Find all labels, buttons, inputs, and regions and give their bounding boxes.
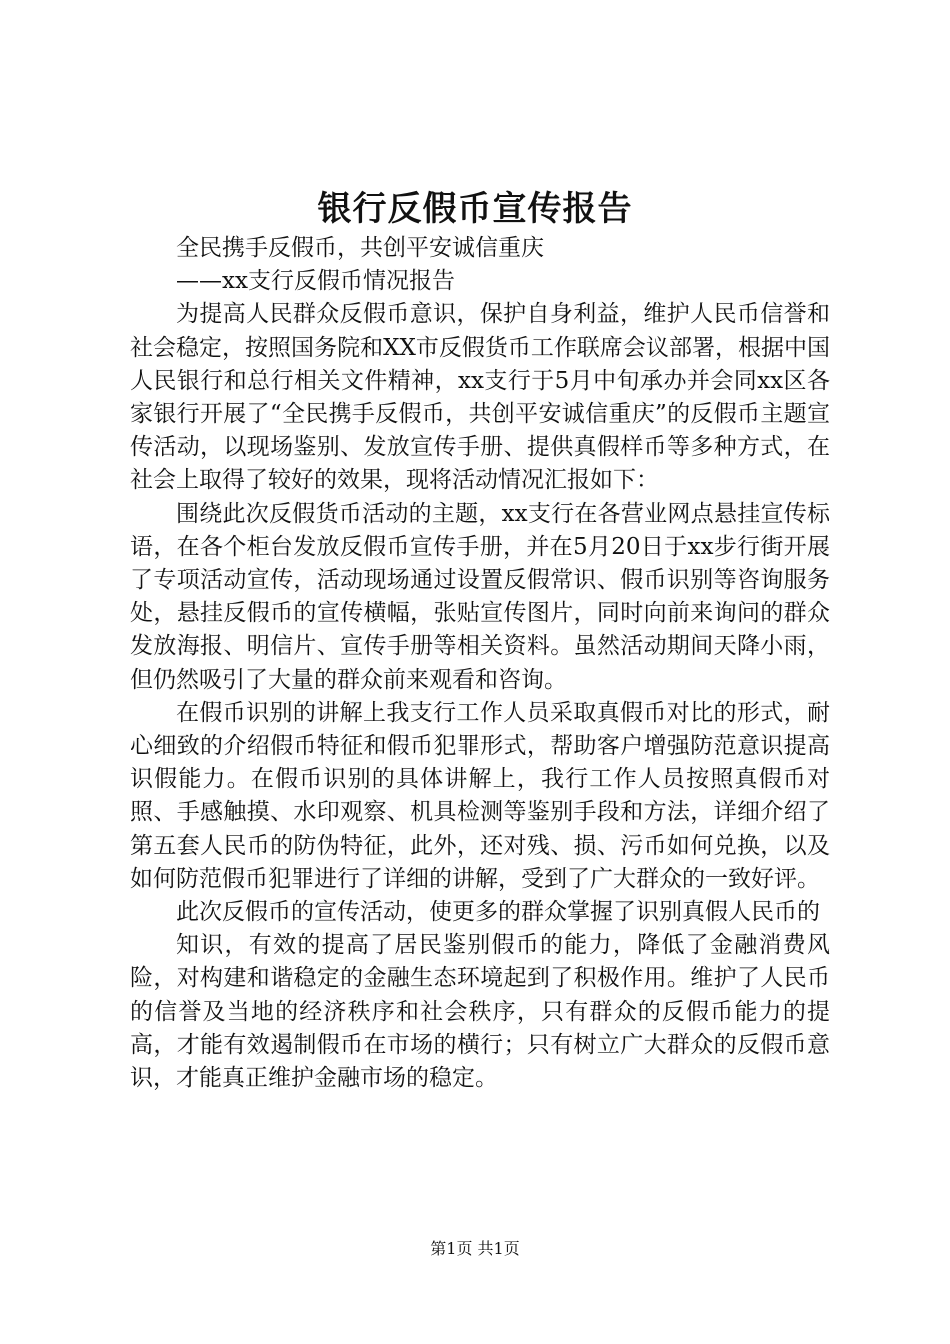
document-title: 银行反假币宣传报告 [317, 189, 633, 229]
paragraph-1: 为提高人民群众反假币意识，保护自身利益，维护人民币信誉和社会稳定，按照国务院和XX市反假货币工作联席会议部署，根据中国人民银行和总行相关文件精神，xx支行于5月中旬承办并会同xx区各家银行开展了“全民携手反假币，共创平安诚信重庆”的反假币主题宣传活动，以现场鉴别、发放宣传手册、提供真假样币等多种方式，在社会上取得了较好的效果，现将活动情况汇报如下： [130, 301, 830, 494]
paragraph-2: 围绕此次反假货币活动的主题，xx支行在各营业网点悬挂宣传标语，在各个柜台发放反假币宣传手册，并在5月20日于xx步行街开展了专项活动宣传，活动现场通过设置反假常识、假币识别等咨询服务处，悬挂反假币的宣传横幅，张贴宣传图片，同时向前来询问的群众发放海报、明信片、宣传手册等相关资料。虽然活动期间天降小雨，但仍然吸引了大量的群众前来观看和咨询。 [130, 500, 830, 693]
paragraph-5: 知识，有效的提高了居民鉴别假币的能力，降低了金融消费风险，对构建和谐稳定的金融生态环境起到了积极作用。维护了人民币的信誉及当地的经济秩序和社会秩序，只有群众的反假币能力的提高，才能有效遏制假币在市场的横行；只有树立广大群众的反假币意识，才能真正维护金融市场的稳定。 [130, 932, 830, 1092]
document-body [130, 232, 830, 1095]
page-number-footer: 第1页 共1页 [430, 1239, 520, 1258]
paragraph-4: 此次反假币的宣传活动，使更多的群众掌握了识别真假人民币的 [176, 899, 820, 926]
byline: ——xx支行反假币情况报告 [176, 268, 455, 295]
paragraph-3: 在假币识别的讲解上我支行工作人员采取真假币对比的形式，耐心细致的介绍假币特征和假币犯罪形式，帮助客户增强防范意识提高识假能力。在假币识别的具体讲解上，我行工作人员按照真假币对照、手感触摸、水印观察、机具检测等鉴别手段和方法，详细介绍了第五套人民币的防伪特征，此外，还对残、损、污币如何兑换，以及如何防范假币犯罪进行了详细的讲解，受到了广大群众的一致好评。 [130, 699, 830, 892]
subtitle: 全民携手反假币，共创平安诚信重庆 [176, 235, 544, 261]
